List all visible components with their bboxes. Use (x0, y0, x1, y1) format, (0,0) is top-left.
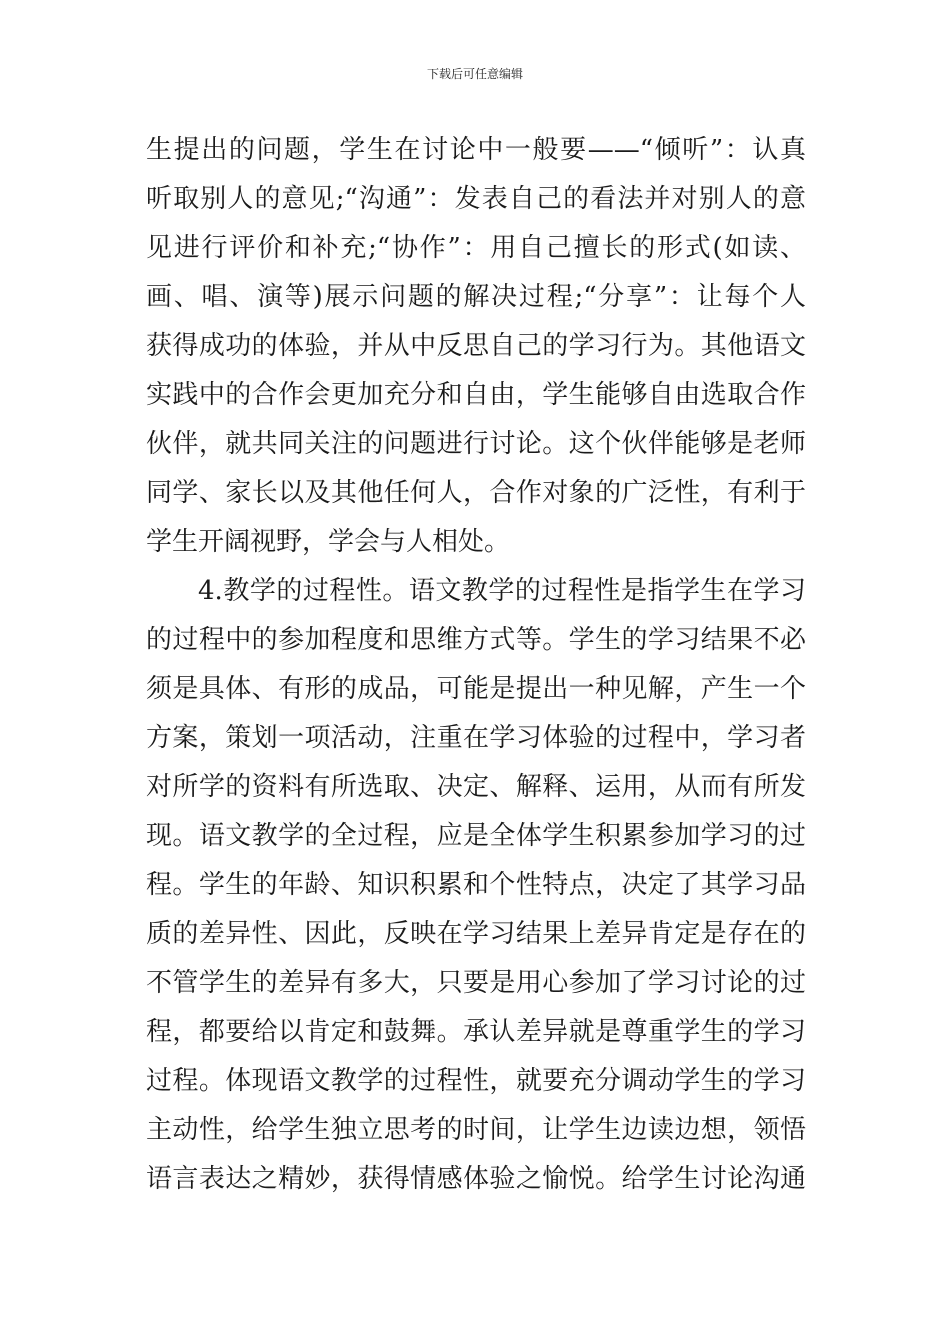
text-line: 伙伴，就共同关注的问题进行讨论。这个伙伴能够是老师 (146, 429, 806, 459)
text-line: 对所学的资料有所选取、决定、解释、运用，从而有所发 (146, 772, 806, 802)
text-line: 方案，策划一项活动，注重在学习体验的过程中，学习者 (146, 723, 806, 753)
text-line: 程。学生的年龄、知识积累和个性特点，决定了其学习品 (146, 870, 806, 900)
header-note: 下载后可任意编辑 (426, 67, 523, 81)
text-line: 生提出的问题，学生在讨论中一般要——“倾听”：认真 (146, 135, 806, 165)
text-line: 见进行评价和补充;“协作”：用自己擅长的形式(如读、 (146, 233, 806, 263)
text-line: 获得成功的体验，并从中反思自己的学习行为。其他语文 (146, 331, 806, 361)
text-line: 的过程中的参加程度和思维方式等。学生的学习结果不必 (146, 625, 806, 655)
text-line: 语言表达之精妙，获得情感体验之愉悦。给学生讨论沟通 (146, 1164, 806, 1194)
text-line: 同学、家长以及其他任何人，合作对象的广泛性，有利于 (146, 478, 806, 508)
text-line: 须是具体、有形的成品，可能是提出一种见解，产生一个 (146, 674, 806, 704)
document-body (146, 126, 806, 1204)
page-header (0, 66, 950, 82)
text-line: 画、唱、演等)展示问题的解决过程;“分享”：让每个人 (146, 282, 806, 312)
text-line: 现。语文教学的全过程，应是全体学生积累参加学习的过 (146, 821, 806, 851)
text-line: 学生开阔视野，学会与人相处。 (146, 527, 511, 557)
text-line: 主动性，给学生独立思考的时间，让学生边读边想，领悟 (146, 1115, 806, 1145)
text-line: 实践中的合作会更加充分和自由，学生能够自由选取合作 (146, 380, 806, 410)
text-line: 质的差异性、因此，反映在学习结果上差异肯定是存在的 (146, 919, 806, 949)
text-line: 不管学生的差异有多大，只要是用心参加了学习讨论的过 (146, 968, 806, 998)
text-line: 程，都要给以肯定和鼓舞。承认差异就是尊重学生的学习 (146, 1017, 806, 1047)
paragraph-start-line: 4.教学的过程性。语文教学的过程性是指学生在学习 (198, 576, 806, 606)
text-line: 听取别人的意见;“沟通”：发表自己的看法并对别人的意 (146, 184, 806, 214)
text-line: 过程。体现语文教学的过程性，就要充分调动学生的学习 (146, 1066, 806, 1096)
